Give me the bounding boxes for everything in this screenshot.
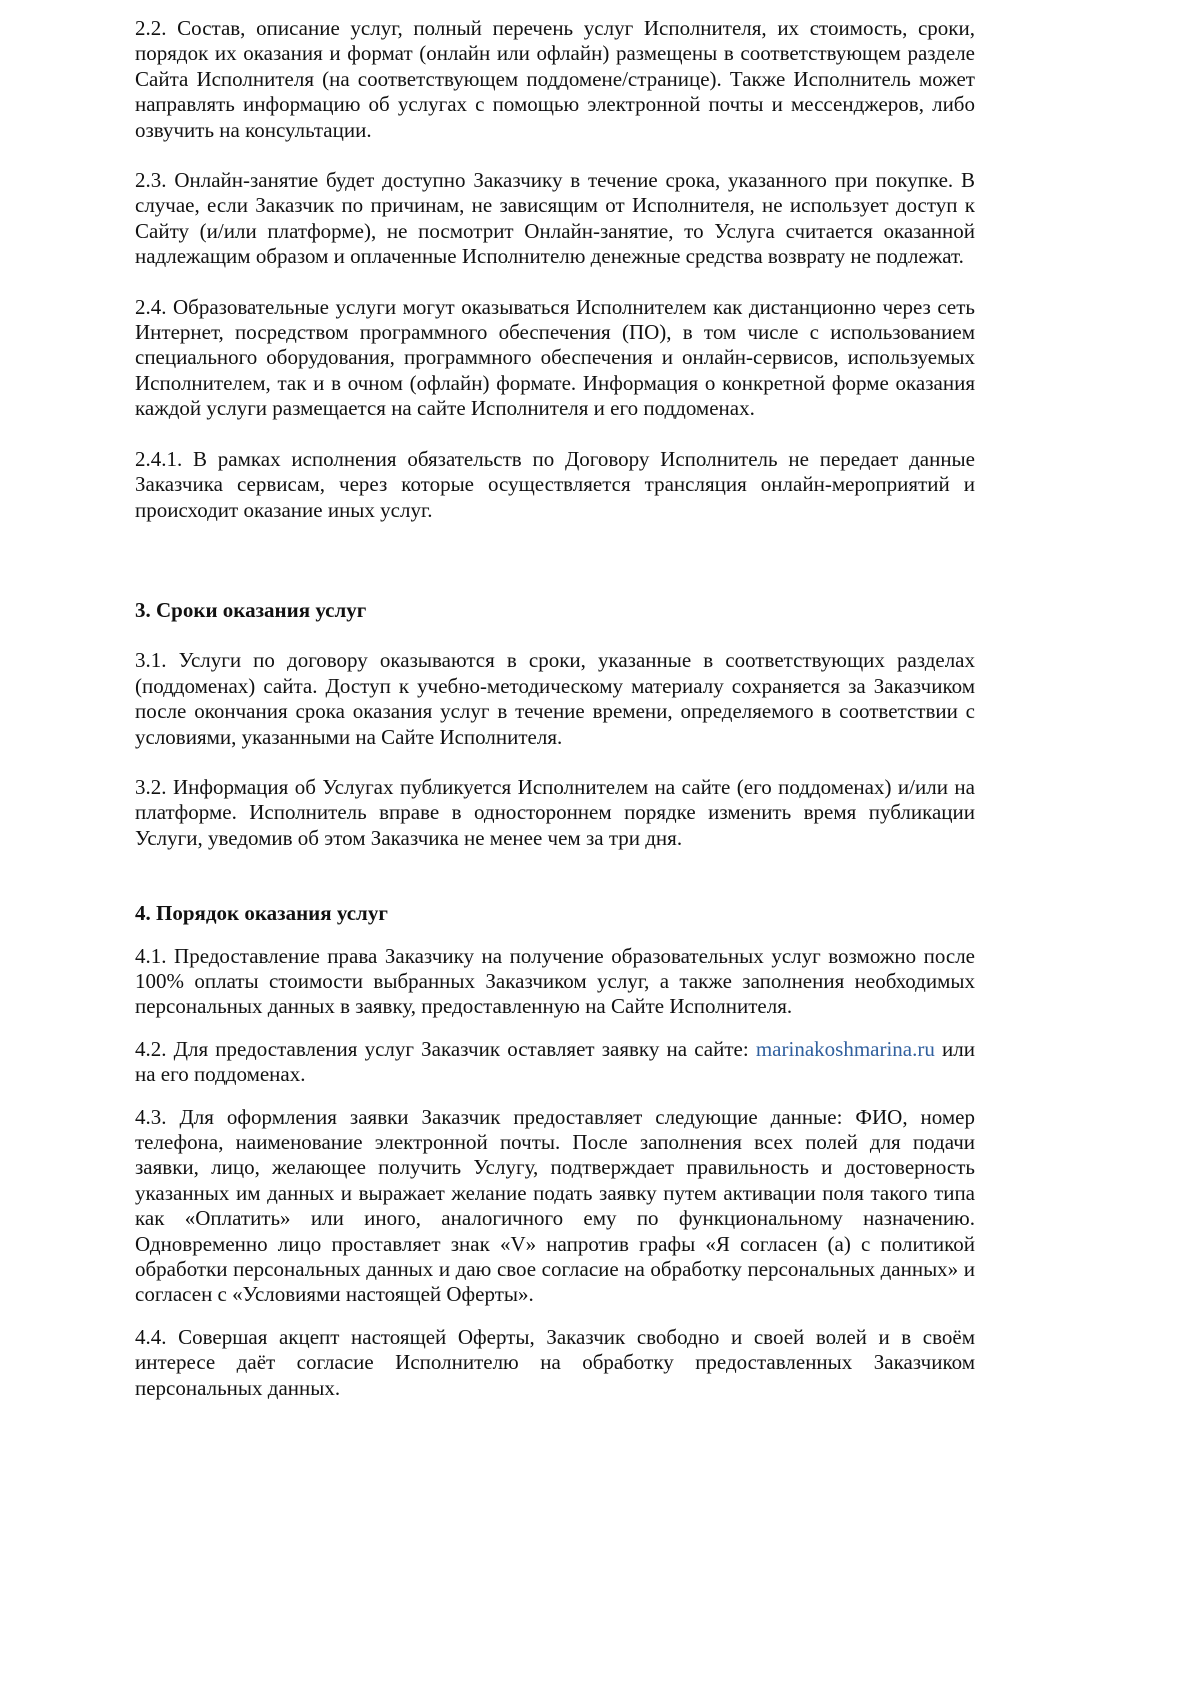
paragraph-4-2-text-before: 4.2. Для предоставления услуг Заказчик оставляет заявку на сайте: [135,1036,756,1061]
paragraph-2-3: 2.3. Онлайн-занятие будет доступно Заказчику в течение срока, указанного при покупке. В случае, если Заказчик по причинам, не зависящим от Исполнителя, не использует доступ к Сайту (и/или платформе), не посмотрит Онлайн-занятие, то Услуга считается оказанной надлежащим образом и оплаченные Исполнителю денежные средства возврату не подлежат. [135,168,975,269]
website-link[interactable]: marinakoshmarina.ru [755,1036,935,1061]
paragraph-2-4-1: 2.4.1. В рамках исполнения обязательств по Договору Исполнитель не передает данные Заказчика сервисам, через которые осуществляется трансляция онлайн-мероприятий и происходит оказание иных услуг. [135,446,975,522]
paragraph-4-1: 4.1. Предоставление права Заказчику на получение образовательных услуг возможно после 100% оплаты стоимости выбранных Заказчиком услуг, а также заполнения необходимых персональных данных в заявку, предоставленную на Сайте Исполнителя. [135,943,975,1019]
paragraph-3-2: 3.2. Информация об Услугах публикуется Исполнителем на сайте (его поддоменах) и/или на платформе. Исполнитель вправе в одностороннем порядке изменить время публикации Услуги, уведомив об этом Заказчика не менее чем за три дня. [135,774,975,850]
paragraph-4-3: 4.3. Для оформления заявки Заказчик предоставляет следующие данные: ФИО, номер телефона, наименование электронной почты. После заполнения всех полей для подачи заявки, лицо, желающее получить Услугу, подтверждает правильность и достоверность указанных им данных и выражает желание подать заявку путем активации поля такого типа как «Оплатить» или иного, аналогичного ему по функциональному назначению. Одновременно лицо проставляет знак «V» напротив графы «Я согласен (а) с политикой обработки персональных данных и даю свое согласие на обработку персональных данных» и согласен с «Условиями настоящей Оферты». [135,1104,975,1307]
section-3-heading: 3. Сроки оказания услуг [135,597,367,622]
paragraph-2-4: 2.4. Образовательные услуги могут оказываться Исполнителем как дистанционно через сеть Интернет, посредством программного обеспечения (ПО), в том числе с использованием специального оборудования, программного обеспечения и онлайн-сервисов, используемых Исполнителем, так и в очном (офлайн) формате. Информация о конкретной форме оказания каждой услуги размещается на сайте Исполнителя и его поддоменах. [135,294,975,421]
paragraph-2-2: 2.2. Состав, описание услуг, полный перечень услуг Исполнителя, их стоимость, сроки, порядок их оказания и формат (онлайн или офлайн) размещены в соответствующем разделе Сайта Исполнителя (на соответствующем поддомене/странице). Также Исполнитель может направлять информацию об услугах с помощью электронной почты и мессенджеров, либо озвучить на консультации. [135,16,975,142]
paragraph-4-2 [135,1037,975,1088]
paragraph-4-2-text-after: или на его поддоменах. [135,1036,975,1087]
paragraph-4-4: 4.4. Совершая акцепт настоящей Оферты, Заказчик свободно и своей волей и в своём интересе даёт согласие Исполнителю на обработку предоставленных Заказчиком персональных данных. [135,1324,975,1400]
section-4-heading: 4. Порядок оказания услуг [135,901,388,926]
paragraph-3-1: 3.1. Услуги по договору оказываются в сроки, указанные в соответствующих разделах (поддоменах) сайта. Доступ к учебно-методическому материалу сохраняется за Заказчиком после окончания срока оказания услуг в течение времени, определяемого в соответствии с условиями, указанными на Сайте Исполнителя. [135,648,975,749]
document-page [135,16,975,1401]
